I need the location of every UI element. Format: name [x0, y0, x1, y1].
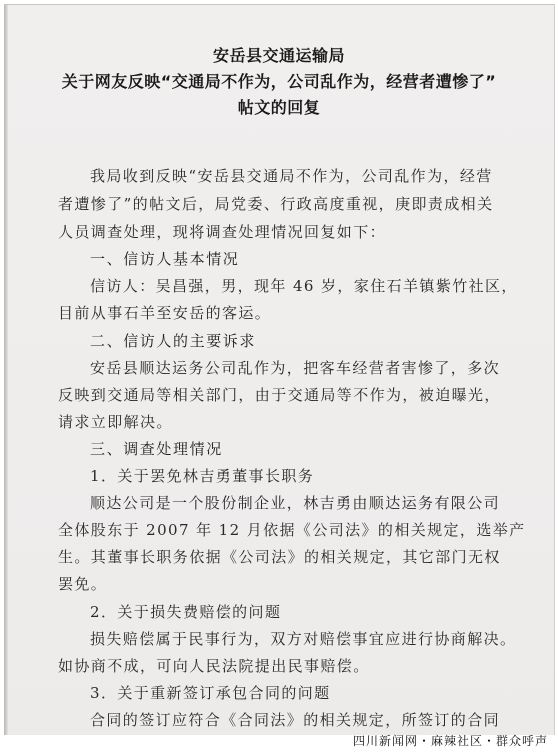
- paragraph-line: 顺达公司是一个股份制企业，林吉勇由顺达运务有限公司: [90, 494, 501, 512]
- paragraph-line: 如协商不成，可向人民法院提出民事赔偿。: [58, 657, 370, 675]
- paragraph-line: 安岳县顺达运务公司乱作为，把客车经营者害惨了，多次: [90, 359, 501, 377]
- paragraph-line: 人员调查处理，现将调查处理情况回复如下：: [58, 223, 387, 241]
- subsection-heading: 2．关于损失费赔偿的问题: [90, 603, 282, 621]
- subsection-heading: 3．关于重新签订承包合同的问题: [90, 684, 331, 702]
- paragraph-line: 生。其董事长职务依据《公司法》的相关规定，其它部门无权: [58, 548, 501, 566]
- paragraph-line: 者遭惨了”的帖文后，局党委、行政高度重视，庚即责成相关: [58, 195, 494, 213]
- paragraph-line: 我局收到反映“安岳县交通局不作为，公司乱作为，经营: [90, 167, 493, 185]
- paragraph-line: 目前从事石羊至安岳的客运。: [58, 304, 272, 322]
- section-heading: 二、信访人的主要诉求: [90, 332, 257, 350]
- subsection-heading: 1．关于罢免林吉勇董事长职务: [90, 467, 315, 485]
- paragraph-line: 罢免。: [58, 575, 108, 593]
- source-watermark: 四川新闻网・麻辣社区・群众呼声: [352, 734, 548, 748]
- paragraph-line: 合同的签订应符合《合同法》的相关规定，所签订的合同: [90, 711, 501, 729]
- section-heading: 一、信访人基本情况: [90, 250, 240, 268]
- paragraph-line: 损失赔偿属于民事行为，双方对赔偿事宜应进行协商解决。: [90, 630, 517, 648]
- document-body: [4, 5, 554, 735]
- paragraph-line: 请求立即解决。: [58, 413, 173, 431]
- paragraph-line: 信访人：吴昌强，男，现年 46 岁，家住石羊镇紫竹社区，: [90, 277, 518, 295]
- document-subtitle-cont: 帖文的回复: [237, 98, 321, 117]
- paragraph-line: 反映到交通局等相关部门，由于交通局等不作为，被迫曝光，: [58, 386, 501, 404]
- document-subtitle: 关于网友反映“交通局不作为，公司乱作为，经营者遭惨了”: [61, 72, 497, 91]
- paragraph-line: 全体股东于 2007 年 12 月依据《公司法》的相关规定，选举产: [58, 521, 526, 539]
- document-title: 安岳县交通运输局: [212, 46, 345, 65]
- section-heading: 三、调查处理情况: [90, 440, 223, 458]
- scanned-page: [4, 4, 555, 735]
